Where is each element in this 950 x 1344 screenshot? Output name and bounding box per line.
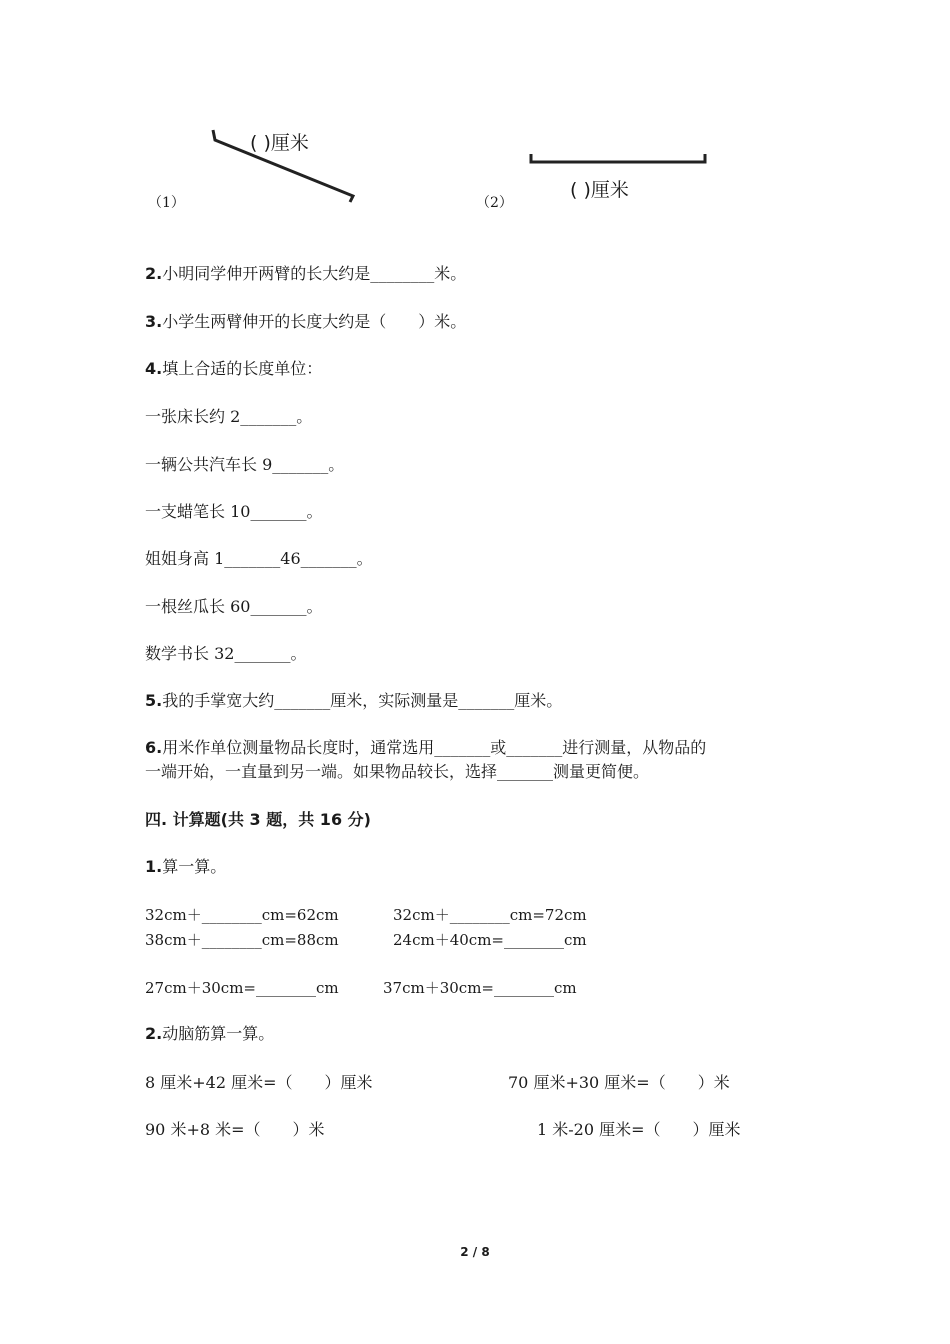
question-3-number: 3. [145,312,163,331]
calc-2-title [145,1024,274,1044]
calc-1-row-2-left: 38cm＋________cm=88cm [145,931,339,949]
question-2-number: 2. [145,264,163,283]
calc-1-number: 1. [145,857,163,876]
calc-2-row-1-left: 8 厘米+42 厘米=（ ）厘米 [145,1073,373,1092]
calc-2-row-2-left: 90 米+8 米=（ ）米 [145,1120,325,1139]
calc-1-row-1-right: 32cm＋________cm=72cm [393,906,587,924]
question-3 [145,312,466,332]
question-2-text: 小明同学伸开两臂的长大约是________米。 [162,264,467,283]
question-4 [145,359,322,379]
units-item-bed: 一张床长约 2_______。 [145,407,313,426]
section-4-title [145,810,371,830]
calc-1-row-1-left: 32cm＋________cm=62cm [145,906,339,924]
figure-2-horizontal-line [528,152,710,168]
calc-1-row-3-left: 27cm＋30cm=________cm [145,979,339,997]
units-item-math-book: 数学书长 32_______。 [145,644,307,663]
calc-1-title-text: 算一算。 [162,857,227,876]
question-6-number: 6. [145,738,163,757]
question-6-text-1: 用米作单位测量物品长度时，通常选用_______或_______进行测量，从物品的 [162,738,707,757]
calc-1-row-2-right: 24cm＋40cm=________cm [393,931,587,949]
calc-2-title-text: 动脑筋算一算。 [162,1024,275,1043]
figure-2-label: ( )厘米 [570,179,629,201]
calc-2-row-1-right: 70 厘米+30 厘米=（ ）米 [508,1073,730,1092]
calc-1-title [145,857,226,877]
units-item-bus: 一辆公共汽车长 9_______。 [145,455,345,474]
calc-2-number: 2. [145,1024,163,1043]
figure-2-index: （2） [476,195,513,211]
question-4-text: 填上合适的长度单位： [162,359,323,378]
question-6-line-1 [145,738,706,758]
question-6-line-2: 一端开始，一直量到另一端。如果物品较长，选择_______测量更简便。 [145,762,650,781]
question-5-number: 5. [145,691,163,710]
units-item-loofah: 一根丝瓜长 60_______。 [145,597,323,616]
figure-1-index: （1） [148,195,185,211]
page-number: 2 / 8 [460,1245,490,1259]
question-5 [145,691,562,711]
calc-1-row-3-right: 37cm＋30cm=________cm [383,979,577,997]
question-5-text: 我的手掌宽大约_______厘米，实际测量是_______厘米。 [162,691,563,710]
calc-2-row-2-right: 1 米-20 厘米=（ ）厘米 [537,1120,741,1139]
figure-1-label: ( )厘米 [250,132,309,154]
units-item-crayon: 一支蜡笔长 10_______。 [145,502,323,521]
section-4-title-text: 四. 计算题(共 3 题，共 16 分) [145,810,371,829]
question-4-number: 4. [145,359,163,378]
question-2 [145,264,466,284]
question-3-text: 小学生两臂伸开的长度大约是（ ）米。 [162,312,467,331]
units-item-sister-height: 姐姐身高 1_______46_______。 [145,549,373,568]
